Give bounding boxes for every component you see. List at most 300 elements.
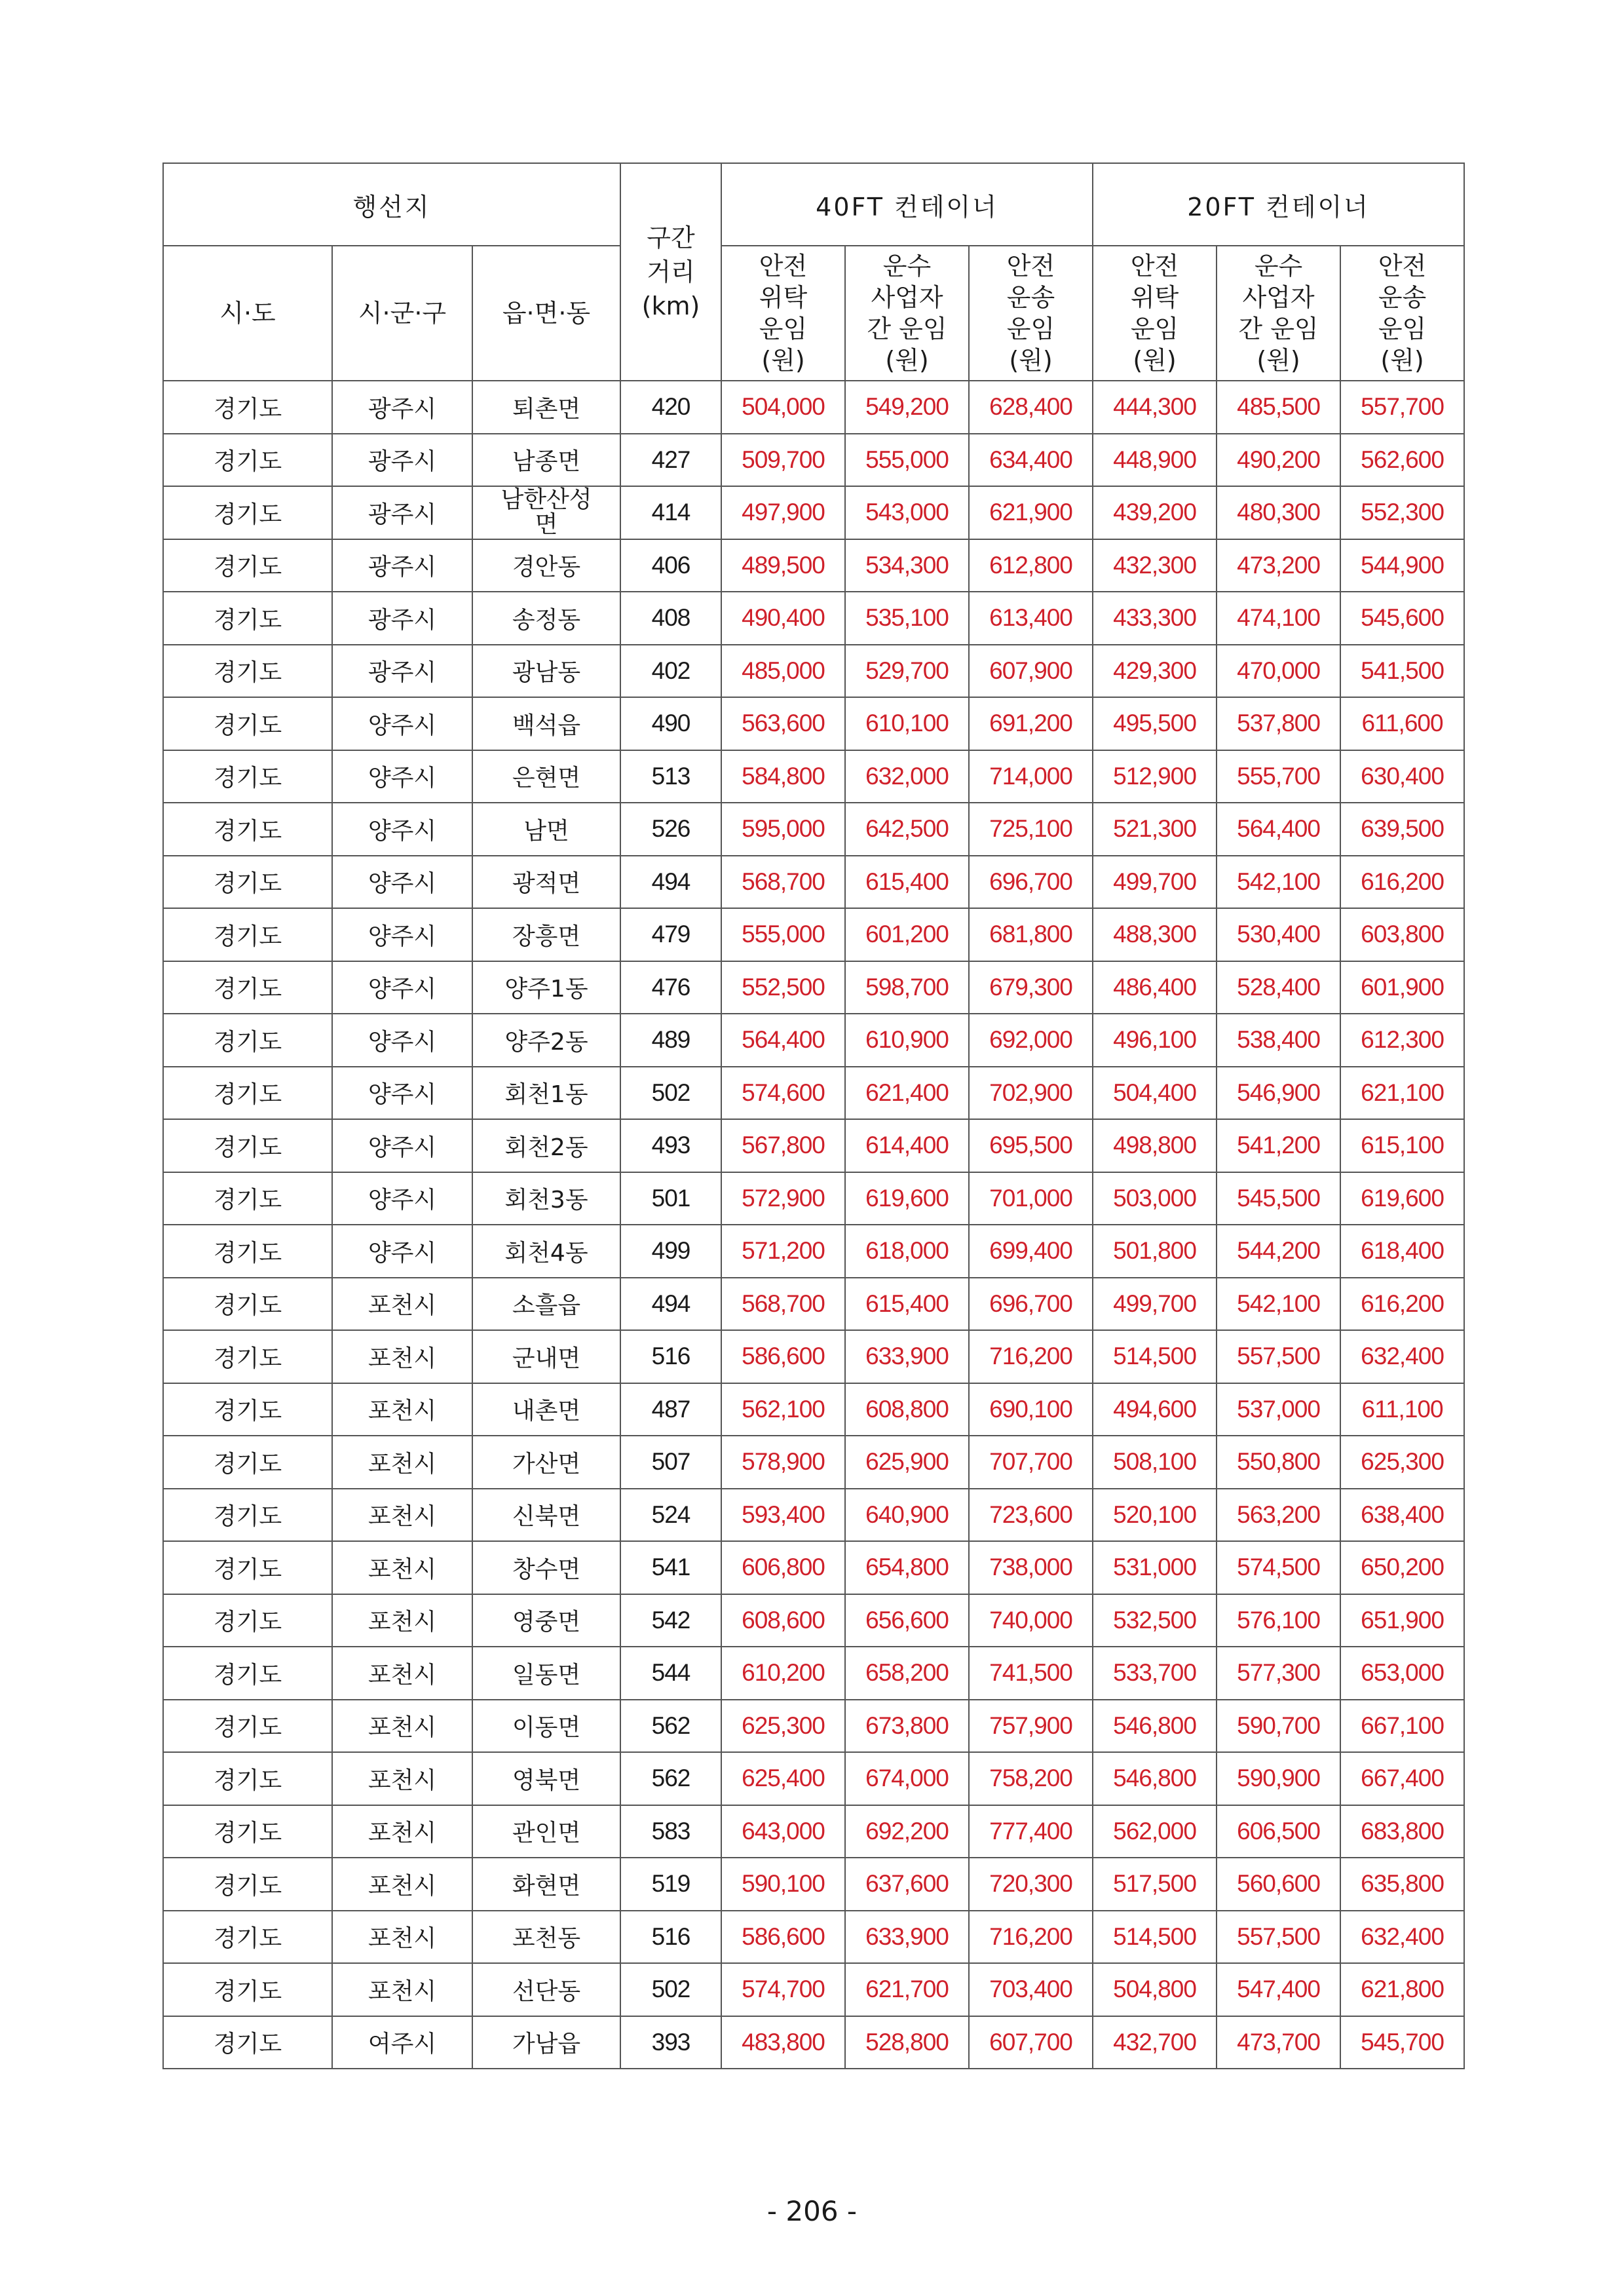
ft20-safety-consign-rate: 488,300 (1093, 908, 1217, 961)
ft20-carrier-header (1217, 246, 1340, 381)
distance-cell: 476 (620, 961, 721, 1014)
ft40-carrier-rate: 621,400 (845, 1067, 969, 1120)
ft40-safety-transport-rate: 696,700 (969, 1278, 1093, 1331)
ft20-safety-transport-rate: 618,400 (1340, 1225, 1464, 1278)
ft40-safety-consign-rate: 578,900 (721, 1436, 845, 1489)
eupmyeondong-cell: 내촌면 (472, 1383, 620, 1436)
header-line: (원) (1380, 346, 1424, 375)
header-line: 운송 (1006, 283, 1055, 312)
sido-cell: 경기도 (163, 381, 332, 434)
sigungu-cell: 포천시 (332, 1330, 472, 1383)
ft40-safety-consign-rate: 572,900 (721, 1172, 845, 1225)
ft40-carrier-rate: 692,200 (845, 1805, 969, 1858)
sido-cell: 경기도 (163, 1489, 332, 1542)
page-number: - 206 - (766, 2195, 858, 2227)
sido-cell: 경기도 (163, 1330, 332, 1383)
header-line: 운임 (1378, 315, 1427, 343)
sido-cell: 경기도 (163, 1172, 332, 1225)
ft20-safety-consign-rate: 494,600 (1093, 1383, 1217, 1436)
ft20-safety-consign-rate: 517,500 (1093, 1858, 1217, 1911)
eupmyeondong-cell: 이동면 (472, 1700, 620, 1753)
eupmyeondong-cell: 광적면 (472, 856, 620, 909)
ft20-carrier-rate: 574,500 (1217, 1541, 1340, 1594)
ft40-carrier-rate: 534,300 (845, 539, 969, 592)
ft40-safety-consign-rate: 625,400 (721, 1752, 845, 1805)
ft20-safety-consign-rate: 546,800 (1093, 1700, 1217, 1753)
header-line: (원) (885, 346, 929, 375)
eupmyeondong-cell: 가남읍 (472, 2016, 620, 2069)
table-row (163, 1858, 1464, 1911)
ft40-safety-consign-rate: 571,200 (721, 1225, 845, 1278)
ft20-safety-consign-rate: 508,100 (1093, 1436, 1217, 1489)
ft20-carrier-rate: 528,400 (1217, 961, 1340, 1014)
ft40-safety-consign-rate: 584,800 (721, 750, 845, 803)
ft20-safety-transport-rate: 612,300 (1340, 1014, 1464, 1067)
sido-header: 시·도 (163, 246, 332, 381)
ft20-safety-transport-rate: 650,200 (1340, 1541, 1464, 1594)
table-row (163, 1963, 1464, 2016)
sido-cell: 경기도 (163, 1278, 332, 1331)
table-row (163, 539, 1464, 592)
ft40-safety-transport-rate: 707,700 (969, 1436, 1093, 1489)
ft20-safety-consign-rate: 514,500 (1093, 1911, 1217, 1964)
distance-cell: 501 (620, 1172, 721, 1225)
table-row (163, 803, 1464, 856)
ft40-safety-consign-rate: 490,400 (721, 592, 845, 645)
ft40-safety-transport-rate: 716,200 (969, 1911, 1093, 1964)
ft20-safety-transport-rate: 683,800 (1340, 1805, 1464, 1858)
ft20-carrier-rate: 544,200 (1217, 1225, 1340, 1278)
ft40-carrier-header (845, 246, 969, 381)
table-row (163, 1752, 1464, 1805)
ft20-safety-transport-rate: 638,400 (1340, 1489, 1464, 1542)
ft40-safety-consign-rate: 590,100 (721, 1858, 845, 1911)
sigungu-cell: 광주시 (332, 486, 472, 539)
ft40-carrier-rate: 633,900 (845, 1330, 969, 1383)
eupmyeondong-cell: 양주2동 (472, 1014, 620, 1067)
ft20-carrier-rate: 576,100 (1217, 1594, 1340, 1647)
table-row (163, 1436, 1464, 1489)
ft40-carrier-rate: 621,700 (845, 1963, 969, 2016)
ft40-safety-transport-rate: 681,800 (969, 908, 1093, 961)
sigungu-cell: 양주시 (332, 1225, 472, 1278)
header-line: 운송 (1378, 283, 1427, 312)
sido-cell: 경기도 (163, 1858, 332, 1911)
ft20-safety-consign-rate: 486,400 (1093, 961, 1217, 1014)
ft40-carrier-rate: 528,800 (845, 2016, 969, 2069)
ft40-safety-transport-rate: 723,600 (969, 1489, 1093, 1542)
ft40-carrier-rate: 654,800 (845, 1541, 969, 1594)
ft20-safety-consign-header (1093, 246, 1217, 381)
ft20-safety-transport-header (1340, 246, 1464, 381)
eupmyeondong-cell: 창수면 (472, 1541, 620, 1594)
sigungu-cell: 포천시 (332, 1436, 472, 1489)
ft20-safety-transport-rate: 621,100 (1340, 1067, 1464, 1120)
table-row (163, 592, 1464, 645)
ft20-carrier-rate: 557,500 (1217, 1911, 1340, 1964)
ft40-safety-transport-rate: 738,000 (969, 1541, 1093, 1594)
rate-table-body (163, 381, 1464, 2069)
sido-cell: 경기도 (163, 1752, 332, 1805)
distance-header-unit: (km) (641, 292, 700, 320)
ft20-safety-consign-rate: 432,700 (1093, 2016, 1217, 2069)
ft40-carrier-rate: 610,900 (845, 1014, 969, 1067)
table-row (163, 434, 1464, 487)
sido-cell: 경기도 (163, 697, 332, 750)
ft40-safety-transport-rate: 696,700 (969, 856, 1093, 909)
ft20-safety-transport-rate: 651,900 (1340, 1594, 1464, 1647)
header-line: 위탁 (1130, 283, 1179, 312)
table-row (163, 1330, 1464, 1383)
ft20-safety-transport-rate: 545,700 (1340, 2016, 1464, 2069)
sigungu-cell: 여주시 (332, 2016, 472, 2069)
ft20-safety-transport-rate: 562,600 (1340, 434, 1464, 487)
sigungu-header: 시·군·구 (332, 246, 472, 381)
distance-cell: 519 (620, 1858, 721, 1911)
ft20-safety-transport-rate: 630,400 (1340, 750, 1464, 803)
ft20-safety-transport-rate: 601,900 (1340, 961, 1464, 1014)
ft40-safety-consign-rate: 574,700 (721, 1963, 845, 2016)
ft40-safety-transport-rate: 699,400 (969, 1225, 1093, 1278)
header-line: 운임 (759, 315, 808, 343)
table-row (163, 750, 1464, 803)
ft20-safety-consign-rate: 439,200 (1093, 486, 1217, 539)
ft20-carrier-rate: 473,200 (1217, 539, 1340, 592)
ft20-carrier-rate: 530,400 (1217, 908, 1340, 961)
table-row (163, 1594, 1464, 1647)
sido-cell: 경기도 (163, 803, 332, 856)
distance-cell: 562 (620, 1752, 721, 1805)
table-row (163, 381, 1464, 434)
ft40-carrier-rate: 601,200 (845, 908, 969, 961)
sido-cell: 경기도 (163, 539, 332, 592)
header-line: 안전 (1378, 252, 1427, 280)
ft40-safety-consign-header (721, 246, 845, 381)
ft20-safety-consign-rate: 546,800 (1093, 1752, 1217, 1805)
eupmyeondong-cell-line: 남한산성 (500, 486, 592, 514)
sigungu-cell: 광주시 (332, 381, 472, 434)
ft20-safety-transport-rate: 653,000 (1340, 1647, 1464, 1700)
sigungu-cell: 양주시 (332, 1014, 472, 1067)
ft20-safety-transport-rate: 639,500 (1340, 803, 1464, 856)
table-row (163, 1278, 1464, 1331)
ft20-safety-consign-rate: 514,500 (1093, 1330, 1217, 1383)
ft40-carrier-rate: 618,000 (845, 1225, 969, 1278)
ft40-safety-transport-rate: 613,400 (969, 592, 1093, 645)
eupmyeondong-cell: 은현면 (472, 750, 620, 803)
distance-cell: 493 (620, 1119, 721, 1172)
ft20-safety-transport-rate: 632,400 (1340, 1911, 1464, 1964)
distance-cell: 494 (620, 856, 721, 909)
ft20-safety-consign-rate: 432,300 (1093, 539, 1217, 592)
ft40-safety-consign-rate: 610,200 (721, 1647, 845, 1700)
ft20-safety-consign-rate: 533,700 (1093, 1647, 1217, 1700)
ft20-safety-transport-rate: 545,600 (1340, 592, 1464, 645)
ft20-safety-transport-rate: 603,800 (1340, 908, 1464, 961)
distance-cell: 427 (620, 434, 721, 487)
ft40-safety-transport-rate: 628,400 (969, 381, 1093, 434)
sigungu-cell: 포천시 (332, 1752, 472, 1805)
sigungu-cell: 양주시 (332, 697, 472, 750)
ft40-carrier-rate: 529,700 (845, 645, 969, 698)
ft20-carrier-rate: 490,200 (1217, 434, 1340, 487)
distance-cell: 507 (620, 1436, 721, 1489)
ft40-safety-consign-rate: 568,700 (721, 856, 845, 909)
eupmyeondong-cell (472, 486, 620, 539)
sido-cell: 경기도 (163, 1119, 332, 1172)
distance-header (620, 163, 721, 381)
sido-cell: 경기도 (163, 1436, 332, 1489)
sigungu-cell: 포천시 (332, 1278, 472, 1331)
eupmyeondong-cell: 경안동 (472, 539, 620, 592)
table-row (163, 908, 1464, 961)
sido-cell: 경기도 (163, 1805, 332, 1858)
ft20-safety-consign-rate: 433,300 (1093, 592, 1217, 645)
eupmyeondong-cell: 회천3동 (472, 1172, 620, 1225)
ft40-carrier-rate: 614,400 (845, 1119, 969, 1172)
eupmyeondong-cell: 영북면 (472, 1752, 620, 1805)
header-line: 간 운임 (1238, 315, 1319, 343)
ft20-carrier-rate: 474,100 (1217, 592, 1340, 645)
ft40-carrier-rate: 633,900 (845, 1911, 969, 1964)
sido-cell: 경기도 (163, 1647, 332, 1700)
ft40-safety-consign-rate: 564,400 (721, 1014, 845, 1067)
ft40-safety-consign-rate: 608,600 (721, 1594, 845, 1647)
eupmyeondong-cell: 장흥면 (472, 908, 620, 961)
sigungu-cell: 양주시 (332, 1067, 472, 1120)
ft40-carrier-rate: 543,000 (845, 486, 969, 539)
ft20-safety-transport-rate: 621,800 (1340, 1963, 1464, 2016)
ft20-safety-transport-rate: 615,100 (1340, 1119, 1464, 1172)
sigungu-cell: 포천시 (332, 1383, 472, 1436)
header-line: 안전 (759, 252, 808, 280)
ft20-safety-consign-rate: 498,800 (1093, 1119, 1217, 1172)
ft20-carrier-rate: 563,200 (1217, 1489, 1340, 1542)
sido-cell: 경기도 (163, 1963, 332, 2016)
sigungu-cell: 광주시 (332, 539, 472, 592)
ft20-safety-consign-rate: 495,500 (1093, 697, 1217, 750)
ft20-safety-consign-rate: 499,700 (1093, 856, 1217, 909)
table-row (163, 961, 1464, 1014)
ft40-carrier-rate: 610,100 (845, 697, 969, 750)
sigungu-cell: 양주시 (332, 1172, 472, 1225)
eupmyeondong-cell: 군내면 (472, 1330, 620, 1383)
ft20-safety-consign-rate: 521,300 (1093, 803, 1217, 856)
distance-cell: 544 (620, 1647, 721, 1700)
ft20-safety-transport-rate: 552,300 (1340, 486, 1464, 539)
header-line: 운임 (1006, 315, 1055, 343)
ft40-carrier-rate: 674,000 (845, 1752, 969, 1805)
eupmyeondong-cell: 백석읍 (472, 697, 620, 750)
header-line: (원) (1009, 346, 1053, 375)
table-row (163, 2016, 1464, 2069)
ft40-safety-transport-rate: 634,400 (969, 434, 1093, 487)
distance-cell: 402 (620, 645, 721, 698)
ft40-safety-transport-rate: 725,100 (969, 803, 1093, 856)
sigungu-cell: 양주시 (332, 908, 472, 961)
ft40-safety-consign-rate: 567,800 (721, 1119, 845, 1172)
ft20-safety-transport-rate: 632,400 (1340, 1330, 1464, 1383)
sigungu-cell: 포천시 (332, 1489, 472, 1542)
ft40-safety-transport-rate: 692,000 (969, 1014, 1093, 1067)
header-line: 운임 (1130, 315, 1179, 343)
ft40-safety-consign-rate: 643,000 (721, 1805, 845, 1858)
distance-cell: 526 (620, 803, 721, 856)
ft20-safety-transport-rate: 625,300 (1340, 1436, 1464, 1489)
ft20-safety-transport-rate: 667,400 (1340, 1752, 1464, 1805)
ft40-safety-consign-rate: 509,700 (721, 434, 845, 487)
ft20-container-header: 20FT 컨테이너 (1093, 163, 1464, 246)
table-row (163, 1225, 1464, 1278)
sigungu-cell: 광주시 (332, 645, 472, 698)
ft40-safety-consign-rate: 552,500 (721, 961, 845, 1014)
eupmyeondong-cell: 관인면 (472, 1805, 620, 1858)
ft40-carrier-rate: 619,600 (845, 1172, 969, 1225)
ft40-carrier-rate: 625,900 (845, 1436, 969, 1489)
ft40-safety-consign-rate: 497,900 (721, 486, 845, 539)
table-row (163, 1489, 1464, 1542)
sido-cell: 경기도 (163, 1383, 332, 1436)
ft40-safety-transport-rate: 621,900 (969, 486, 1093, 539)
sido-cell: 경기도 (163, 1014, 332, 1067)
ft40-safety-transport-rate: 716,200 (969, 1330, 1093, 1383)
ft20-carrier-rate: 577,300 (1217, 1647, 1340, 1700)
sido-cell: 경기도 (163, 1700, 332, 1753)
distance-cell: 420 (620, 381, 721, 434)
ft20-safety-transport-rate: 541,500 (1340, 645, 1464, 698)
distance-cell: 502 (620, 1067, 721, 1120)
ft40-carrier-rate: 555,000 (845, 434, 969, 487)
eupmyeondong-cell: 가산면 (472, 1436, 620, 1489)
table-row (163, 1647, 1464, 1700)
ft40-safety-consign-rate: 568,700 (721, 1278, 845, 1331)
ft20-safety-consign-rate: 504,800 (1093, 1963, 1217, 2016)
ft20-safety-consign-rate: 504,400 (1093, 1067, 1217, 1120)
eupmyeondong-cell-line: 면 (535, 511, 558, 539)
sigungu-cell: 양주시 (332, 750, 472, 803)
distance-cell: 583 (620, 1805, 721, 1858)
ft40-safety-transport-rate: 691,200 (969, 697, 1093, 750)
ft20-carrier-rate: 545,500 (1217, 1172, 1340, 1225)
ft40-carrier-rate: 640,900 (845, 1489, 969, 1542)
ft20-safety-transport-rate: 544,900 (1340, 539, 1464, 592)
ft40-carrier-rate: 598,700 (845, 961, 969, 1014)
header-line: 운수 (882, 252, 932, 280)
sigungu-cell: 포천시 (332, 1647, 472, 1700)
table-row (163, 697, 1464, 750)
distance-cell: 516 (620, 1911, 721, 1964)
ft40-safety-transport-rate: 703,400 (969, 1963, 1093, 2016)
eupmyeondong-cell: 남면 (472, 803, 620, 856)
eupmyeondong-cell: 퇴촌면 (472, 381, 620, 434)
ft40-safety-transport-header (969, 246, 1093, 381)
table-row (163, 1067, 1464, 1120)
ft20-safety-transport-rate: 557,700 (1340, 381, 1464, 434)
ft20-safety-consign-rate: 520,100 (1093, 1489, 1217, 1542)
ft40-safety-consign-rate: 504,000 (721, 381, 845, 434)
ft20-safety-consign-rate: 499,700 (1093, 1278, 1217, 1331)
ft20-safety-consign-rate: 501,800 (1093, 1225, 1217, 1278)
ft20-carrier-rate: 590,900 (1217, 1752, 1340, 1805)
ft40-carrier-rate: 673,800 (845, 1700, 969, 1753)
distance-cell: 393 (620, 2016, 721, 2069)
ft20-safety-transport-rate: 611,600 (1340, 697, 1464, 750)
ft40-safety-transport-rate: 690,100 (969, 1383, 1093, 1436)
ft40-carrier-rate: 615,400 (845, 856, 969, 909)
ft20-carrier-rate: 542,100 (1217, 856, 1340, 909)
sigungu-cell: 포천시 (332, 1805, 472, 1858)
ft40-safety-transport-rate: 607,900 (969, 645, 1093, 698)
ft40-carrier-rate: 632,000 (845, 750, 969, 803)
ft20-carrier-rate: 480,300 (1217, 486, 1340, 539)
sido-cell: 경기도 (163, 1541, 332, 1594)
distance-header-line: 구간 (647, 223, 695, 252)
sido-cell: 경기도 (163, 434, 332, 487)
eupmyeondong-cell: 회천2동 (472, 1119, 620, 1172)
ft40-safety-consign-rate: 606,800 (721, 1541, 845, 1594)
ft40-safety-consign-rate: 586,600 (721, 1911, 845, 1964)
ft20-carrier-rate: 538,400 (1217, 1014, 1340, 1067)
ft20-safety-transport-rate: 616,200 (1340, 1278, 1464, 1331)
eupmyeondong-cell: 일동면 (472, 1647, 620, 1700)
ft40-carrier-rate: 615,400 (845, 1278, 969, 1331)
eupmyeondong-cell: 남종면 (472, 434, 620, 487)
ft40-carrier-rate: 549,200 (845, 381, 969, 434)
ft20-safety-consign-rate: 503,000 (1093, 1172, 1217, 1225)
ft40-safety-consign-rate: 485,000 (721, 645, 845, 698)
distance-cell: 524 (620, 1489, 721, 1542)
distance-cell: 406 (620, 539, 721, 592)
ft40-safety-transport-rate: 741,500 (969, 1647, 1093, 1700)
sigungu-cell: 양주시 (332, 961, 472, 1014)
sido-cell: 경기도 (163, 645, 332, 698)
table-row (163, 1383, 1464, 1436)
ft20-carrier-rate: 537,000 (1217, 1383, 1340, 1436)
ft20-safety-transport-rate: 611,100 (1340, 1383, 1464, 1436)
sigungu-cell: 포천시 (332, 1963, 472, 2016)
header-line: (원) (1256, 346, 1300, 375)
ft20-carrier-rate: 485,500 (1217, 381, 1340, 434)
distance-cell: 490 (620, 697, 721, 750)
header-line: 사업자 (1242, 283, 1315, 312)
eupmyeondong-cell: 신북면 (472, 1489, 620, 1542)
ft40-carrier-rate: 637,600 (845, 1858, 969, 1911)
distance-cell: 541 (620, 1541, 721, 1594)
ft40-safety-transport-rate: 714,000 (969, 750, 1093, 803)
eupmyeondong-cell: 송정동 (472, 592, 620, 645)
ft20-carrier-rate: 557,500 (1217, 1330, 1340, 1383)
header-line: 사업자 (871, 283, 943, 312)
ft20-carrier-rate: 473,700 (1217, 2016, 1340, 2069)
eupmyeondong-header: 읍·면·동 (472, 246, 620, 381)
ft20-safety-transport-rate: 667,100 (1340, 1700, 1464, 1753)
eupmyeondong-cell: 영중면 (472, 1594, 620, 1647)
ft40-safety-transport-rate: 720,300 (969, 1858, 1093, 1911)
sigungu-cell: 포천시 (332, 1700, 472, 1753)
ft20-carrier-rate: 564,400 (1217, 803, 1340, 856)
freight-rate-table (162, 163, 1465, 2069)
eupmyeondong-cell: 회천4동 (472, 1225, 620, 1278)
ft40-safety-transport-rate: 695,500 (969, 1119, 1093, 1172)
sido-cell: 경기도 (163, 1911, 332, 1964)
ft20-carrier-rate: 555,700 (1217, 750, 1340, 803)
table-row (163, 486, 1464, 539)
sigungu-cell: 광주시 (332, 592, 472, 645)
sido-cell: 경기도 (163, 1594, 332, 1647)
ft40-carrier-rate: 656,600 (845, 1594, 969, 1647)
table-row (163, 1805, 1464, 1858)
ft40-safety-consign-rate: 562,100 (721, 1383, 845, 1436)
